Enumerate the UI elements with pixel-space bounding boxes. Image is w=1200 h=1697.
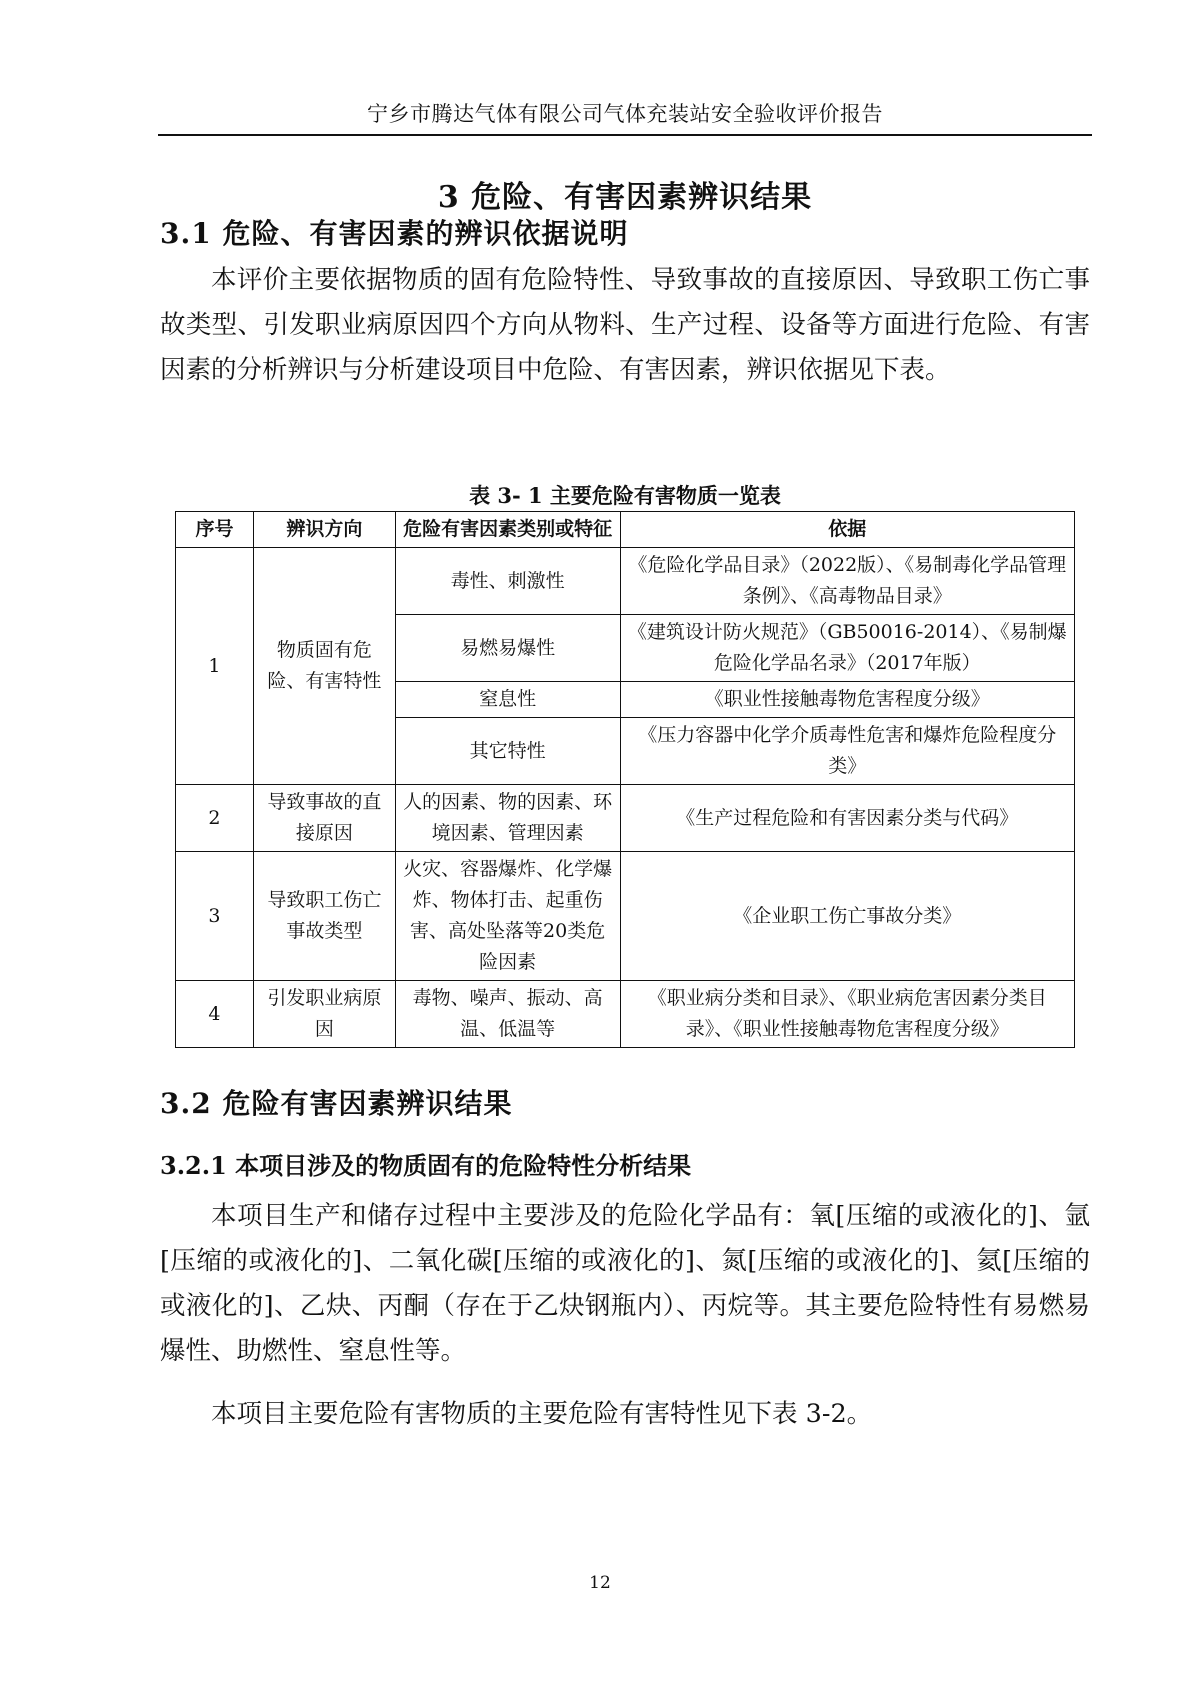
row-category: 毒物、噪声、振动、高温、低温等 <box>395 981 620 1048</box>
row-category: 人的因素、物的因素、环境因素、管理因素 <box>395 785 620 852</box>
col-header-no: 序号 <box>176 512 254 548</box>
table-row <box>176 548 1075 615</box>
row-no: 1 <box>176 548 254 785</box>
row-basis: 《职业性接触毒物危害程度分级》 <box>620 682 1075 718</box>
section-3-1-paragraph: 本评价主要依据物质的固有危险特性、导致事故的直接原因、导致职工伤亡事故类型、引发职业病原因四个方向从物料、生产过程、设备等方面进行危险、有害因素的分析辨识与分析建设项目中危险、有害因素，辨识依据见下表。 <box>160 265 1090 385</box>
row-category: 易燃易爆性 <box>395 615 620 682</box>
section-3-2-1-paragraph-1: 本项目生产和储存过程中主要涉及的危险化学品有：氧[压缩的或液化的]、氩[压缩的或液化的]、二氧化碳[压缩的或液化的]、氮[压缩的或液化的]、氦[压缩的或液化的]、乙炔、丙酮（存在于乙炔钢瓶内）、丙烷等。其主要危险特性有易燃易爆性、助燃性、窒息性等。 <box>160 1201 1090 1366</box>
chapter-title: 3 危险、有害因素辨识结果 <box>437 180 813 215</box>
row-direction: 引发职业病原因 <box>253 981 395 1048</box>
row-direction: 导致事故的直接原因 <box>253 785 395 852</box>
page-number: 12 <box>589 1573 611 1593</box>
col-header-basis: 依据 <box>620 512 1075 548</box>
row-category: 其它特性 <box>395 718 620 785</box>
row-category: 窒息性 <box>395 682 620 718</box>
section-3-1-heading: 3.1 危险、有害因素的辨识依据说明 <box>160 217 629 250</box>
section-3-2-1-heading: 3.2.1 本项目涉及的物质固有的危险特性分析结果 <box>160 1151 692 1180</box>
section-3-2-1-paragraph-2: 本项目主要危险有害物质的主要危险有害特性见下表 3-2。 <box>211 1399 873 1429</box>
row-basis: 《建筑设计防火规范》（GB50016-2014）、《易制爆危险化学品名录》（2017年版） <box>620 615 1075 682</box>
row-no: 3 <box>176 852 254 981</box>
table-row <box>176 785 1075 852</box>
row-basis: 《压力容器中化学介质毒性危害和爆炸危险程度分类》 <box>620 718 1075 785</box>
row-basis: 《生产过程危险和有害因素分类与代码》 <box>620 785 1075 852</box>
table-row <box>176 981 1075 1048</box>
table-header-row <box>176 512 1075 548</box>
col-header-category: 危险有害因素类别或特征 <box>395 512 620 548</box>
hazard-basis-table <box>175 511 1075 1048</box>
row-basis: 《企业职工伤亡事故分类》 <box>620 852 1075 981</box>
row-no: 2 <box>176 785 254 852</box>
section-3-2-heading: 3.2 危险有害因素辨识结果 <box>160 1087 513 1120</box>
header-rule <box>158 134 1092 136</box>
row-direction: 物质固有危险、有害特性 <box>253 548 395 785</box>
running-header: 宁乡市腾达气体有限公司气体充装站安全验收评价报告 <box>367 102 883 126</box>
table-row <box>176 852 1075 981</box>
row-direction: 导致职工伤亡事故类型 <box>253 852 395 981</box>
table-3-1-caption: 表 3- 1 主要危险有害物质一览表 <box>469 483 781 508</box>
row-basis: 《职业病分类和目录》、《职业病危害因素分类目录》、《职业性接触毒物危害程度分级》 <box>620 981 1075 1048</box>
col-header-direction: 辨识方向 <box>253 512 395 548</box>
row-category: 火灾、容器爆炸、化学爆炸、物体打击、起重伤害、高处坠落等20类危险因素 <box>395 852 620 981</box>
row-category: 毒性、刺激性 <box>395 548 620 615</box>
row-basis: 《危险化学品目录》（2022版）、《易制毒化学品管理条例》、《高毒物品目录》 <box>620 548 1075 615</box>
row-no: 4 <box>176 981 254 1048</box>
